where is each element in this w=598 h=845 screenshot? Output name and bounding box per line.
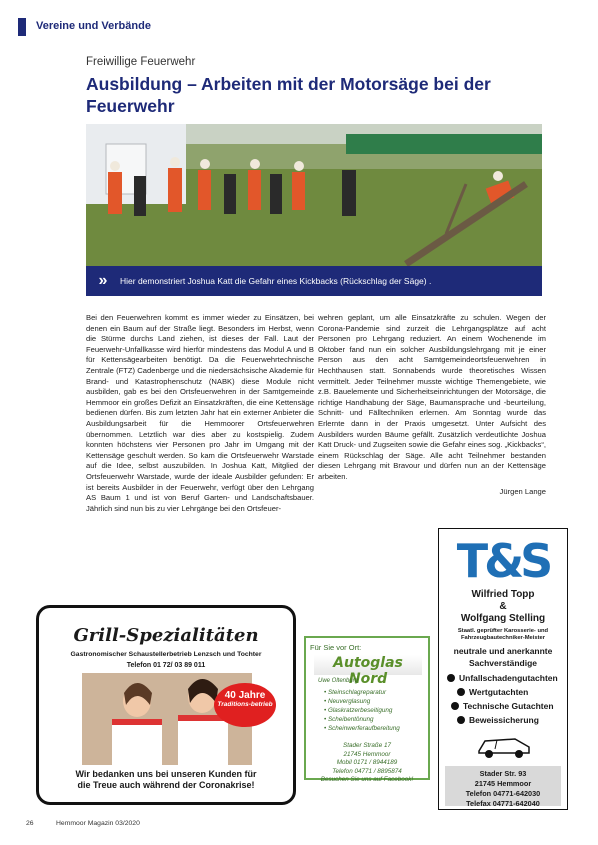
ad-autoglas-contact — [306, 742, 428, 785]
ts-phone: Telefon 04771-642030 — [465, 789, 541, 798]
article-column-2 — [318, 313, 546, 497]
badge-years: 40 Jahre — [224, 690, 266, 701]
ad-grill-thanks — [36, 769, 296, 791]
autoglas-facebook: Besuchen Sie uns auf Facebook! — [320, 776, 414, 783]
bullet-icon — [457, 716, 465, 724]
article-column-2-text: wehren geplant, um alle Einsatzkräfte zu schulen. Wegen der Corona-Pandemie sind zurzeit die Lehrgangsplätze auf acht Personen pro Lehrgang reduziert. An einem Wochenende im Oktober fand nun ein solcher Ausbildungslehrgang mit je einer Person aus den acht Samtgemeindeortsfeuerwehren in Hechthausen statt. Sonnabends wurde theoretisches Wissen vermittelt. Jeder Teilnehmer musste wichtige Themengebiete, wie z.B. Bauelemente und Sicherheitseinrichtungen der Motorsäge, die richtige Handhabung der Säge, Baumansprache und -beurteilung, Schnitt- und Fälltechniken erlernen. Am Sonntag wurde das Erlernte dann in der Praxis umgesetzt. Unter Aufsicht des Ausbilders wurden Bäume gefällt. Zusätzlich verdeutlichte Joshua Katt Druck- und Zugseiten sowie die Gefahr eines sog. „Kickbacks“, einem Rückschlag der Säge. Alle acht Teilnehmer bestanden diesen Lehrgang mit Bravour und dürfen nun an der Kettensäge arbeiten. — [318, 313, 546, 481]
ts-contact-box — [445, 766, 561, 806]
bullet-icon — [451, 702, 459, 710]
chevron-right-icon: » — [98, 272, 108, 289]
anniversary-badge — [214, 683, 276, 727]
car-icon — [475, 731, 533, 761]
autoglas-phone: Telefon 04771 / 8895874 — [332, 767, 402, 775]
service-item: • Scheinwerferaufbereitung — [324, 725, 400, 732]
ad-autoglas-header: Für Sie vor Ort: — [310, 643, 362, 652]
ad-grill-subtitle: Gastronomischer Schaustellerbetrieb Lenzsch und Tochter — [70, 651, 262, 658]
service-item: • Steinschlagreparatur — [324, 689, 387, 696]
badge-tradition: Traditions-betrieb — [217, 701, 273, 708]
section-marker — [18, 18, 26, 36]
ad-autoglas-nord[interactable] — [304, 636, 430, 783]
article-photo — [86, 124, 542, 296]
ts-service-item: Unfallschadengutachten — [447, 673, 558, 683]
article-author: Jürgen Lange — [499, 486, 546, 496]
ts-amp: & — [499, 601, 507, 612]
ad-autoglas-owner: Uwe Oltenburg — [318, 678, 359, 684]
section-title: Vereine und Verbände — [36, 20, 151, 32]
ts-address: Stader Str. 93 — [479, 769, 527, 778]
ts-line-1: neutrale und anerkannte — [453, 646, 553, 656]
thanks-line-2: die Treue auch während der Coronakrise! — [77, 780, 255, 790]
ad-ts-sachverstaendige[interactable] — [438, 528, 568, 810]
magazine-issue: Hemmoor Magazin 03/2020 — [56, 820, 140, 827]
ts-city: 21745 Hemmoor — [474, 779, 532, 788]
ad-autoglas-services — [324, 688, 400, 733]
ts-service-item: Wertgutachten — [457, 687, 528, 697]
ts-service-item: Technische Gutachten — [451, 701, 554, 711]
page-number: 26 — [26, 820, 34, 827]
caption-text: Hier demonstriert Joshua Katt die Gefahr eines Kickbacks (Rückschlag der Säge) . — [120, 276, 432, 286]
ts-qualification: Staatl. geprüfter Karosserie- und Fahrzeugbautechniker-Meister — [457, 628, 549, 641]
ts-name-1: Wilfried Topp — [471, 589, 535, 600]
article-kicker: Freiwillige Feuerwehr — [86, 56, 196, 68]
thanks-line-1: Wir bedanken uns bei unseren Kunden für — [75, 769, 257, 779]
autoglas-address: Stader Straße 17 — [343, 742, 391, 749]
bullet-icon — [457, 688, 465, 696]
service-item: • Scheibentönung — [324, 716, 374, 723]
ad-grill-phone: Telefon 01 72/ 03 89 011 — [126, 662, 206, 669]
ts-name-2: Wolfgang Stelling — [460, 613, 546, 624]
autoglas-city: 21745 Hemmoor — [343, 750, 391, 758]
ad-grill-title: Grill-Spezialitäten — [73, 625, 259, 646]
photo-caption — [86, 266, 542, 296]
ts-line-2: Sachverständige — [468, 658, 538, 668]
service-item: • Glaskratzerbeseitigung — [324, 707, 393, 714]
service-item: • Neuverglasung — [324, 698, 371, 705]
autoglas-logo: Autoglas Nord — [314, 655, 422, 675]
autoglas-mobile: Mobil 0171 / 8944189 — [336, 759, 398, 766]
article-column-1: Bei den Feuerwehren kommt es immer wieder zu Einsätzen, bei denen ein Baum auf der Straße liegt. Besonders im Herbst, wenn die Stürme durchs Land ziehen, ist dieses der Fall. Laut der Feuerwehr-Unfallkasse wird hierfür mindestens das Modul A und B für Kettensägearbeiten benötigt. Da die Feuerwehrtechnische Zentrale (FTZ) Cadenberge und die niedersächsische Akademie für Brand- und Katastrophenschutz (NABK) diese Module nicht ausbilden, gab es bei den Ortsfeuerwehren in der Samtgemeinde Hemmoor ein großes Defizit an Einsatzkräften, die eine Kettensäge bedienen dürfen. Bis zum letzten Jahr hat ein externer Anbieter die Ausbildungsarbeit für die Hemmoorer Ortsfeuerwehren übernommen. Letztlich war dies aber zu kostspielig. Zudem konnten höchstens vier Personen pro Jahr im Umgang mit der Kettensäge geschult werden. So kam die Ortsfeuerwehr Warstade auf die Idee, selbst auszubilden. In Joshua Katt, Mitglied der Ortsfeuerwehr Warstade, wurde der ideale Ausbilder gefunden: Er ist bereits Ausbilder in der Feuerwehr, verfügt über den Lehrgang AS Baum 1 und ist von Beruf Garten- und Landschaftsbauer. Jährlich sind nun bis zu vier Lehrgänge bei den Ortsfeuer- — [86, 313, 314, 513]
ts-logo: T&S — [456, 534, 550, 588]
ts-service-item: Beweissicherung — [457, 715, 539, 725]
ts-fax: Telefax 04771-642040 — [466, 799, 540, 808]
ad-grill-specialties[interactable] — [36, 605, 296, 805]
bullet-icon — [447, 674, 455, 682]
article-headline: Ausbildung – Arbeiten mit der Motorsäge bei der Feuerwehr — [86, 74, 491, 116]
